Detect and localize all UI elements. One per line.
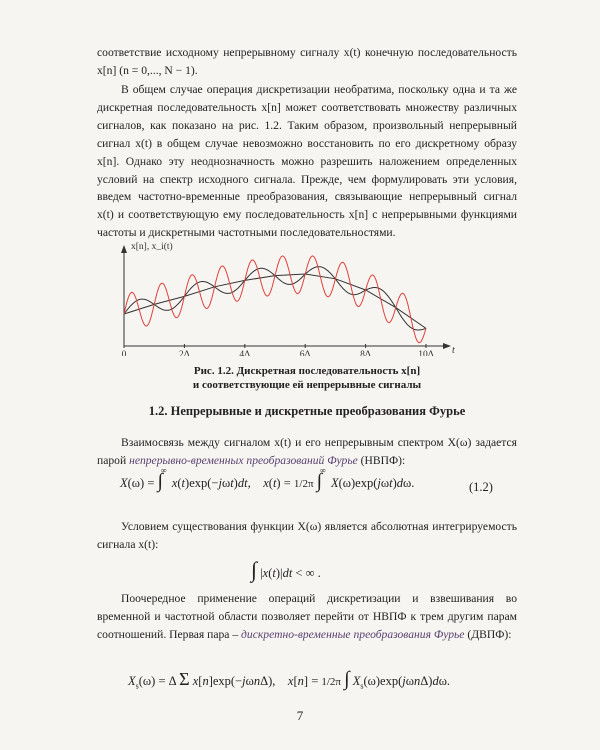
section-title: 1.2. Непрерывные и дискретные преобразования Фурье (148, 404, 466, 418)
x-tick-label: 4Δ (239, 350, 251, 356)
formula-1-2: X(ω) = ∫∞ x(t)exp(−jωt)dt, x(t) = 1/2π ∫∞ X(ω)exp(jωt)dω. (120, 466, 415, 492)
x-tick-label: 10Δ (418, 350, 434, 356)
caption-line-2: и соответствующие ей непрерывные сигналы (192, 379, 422, 391)
paragraph-condition: Условием существования функции X(ω) является абсолютная интегрируемость сигнала x(t): (97, 520, 517, 551)
paragraph-dvpf-term: дискретно-временные преобразования Фурье (241, 627, 465, 641)
paragraph-continuation: соответствие исходному непрерывному сигналу x(t) конечную последовательность x[n] (n = 0,..., N − 1). (97, 46, 517, 77)
equation-number: (1.2) (469, 480, 493, 494)
formula-dvpf: $X_s(\omega) = \Delta$ Σ x[n]exp(−jωnΔ), x[n] = 1/2π ∫ $X_s(\omega)\exp(j\omega n\Delta)d\omega$. (128, 668, 451, 691)
paragraph-nvpf-start: Взаимосвязь между сигналом x(t) и его непрерывным спектром X(ω) задается парой (97, 436, 517, 467)
x-tick-label: 2Δ (178, 350, 190, 356)
figure-caption (97, 364, 517, 392)
paragraph-dvpf-end: (ДВПФ): (464, 627, 512, 641)
page-number: 7 (296, 708, 304, 723)
paragraph-nvpf-term: непрерывно-временных преобразований Фурье (129, 453, 358, 467)
y-axis-label: x[n], x_i(t) (131, 242, 173, 252)
paragraph-discretization: В общем случае операция дискретизации необратима, поскольку одна и та же дискретная последовательность x[n] может соответствовать множеству различных сигналов, как показано на рис. 1.2. Таким образом, произвольный непрерывный сигнал x(t) в общем случае невозможно восстановить по его дискретному образу x[n]. Однако эту неоднозначность можно разрешить наложением определенных условий на спектр исходного сигнала. Прежде, чем формулировать эти условия, введем частотно-временные преобразования, связывающие непрерывный сигнал x(t) и соответствующую ему последовательность x[n] с непрерывными функциями частоты и дискретными частотными последовательностями. (97, 83, 517, 240)
x-tick-label: 0 (121, 350, 127, 356)
x-axis-label: t (452, 345, 455, 356)
x-axis-arrow (443, 343, 451, 349)
formula-integrability: ∫ |x(t)|dt < ∞ . (251, 557, 321, 582)
paragraph-nvpf-end: (НВПФ): (357, 453, 406, 467)
y-axis-arrow (121, 245, 127, 253)
paragraph-dvpf (97, 590, 517, 644)
x-tick-label: 8Δ (360, 350, 372, 356)
paragraph-nvpf (97, 434, 517, 470)
x-tick-label: 6Δ (299, 350, 311, 356)
paragraph-dvpf-start: Поочередное применение операций дискретизации и взвешивания во временной и частотной области позволяет перейти от НВПФ к трем другим парам соотношений. Первая пара – (97, 592, 517, 641)
series-line-oscillating (124, 256, 426, 343)
figure-1-2 (0, 236, 600, 356)
caption-line-1: Рис. 1.2. Дискретная последовательность x[n] (193, 365, 421, 377)
